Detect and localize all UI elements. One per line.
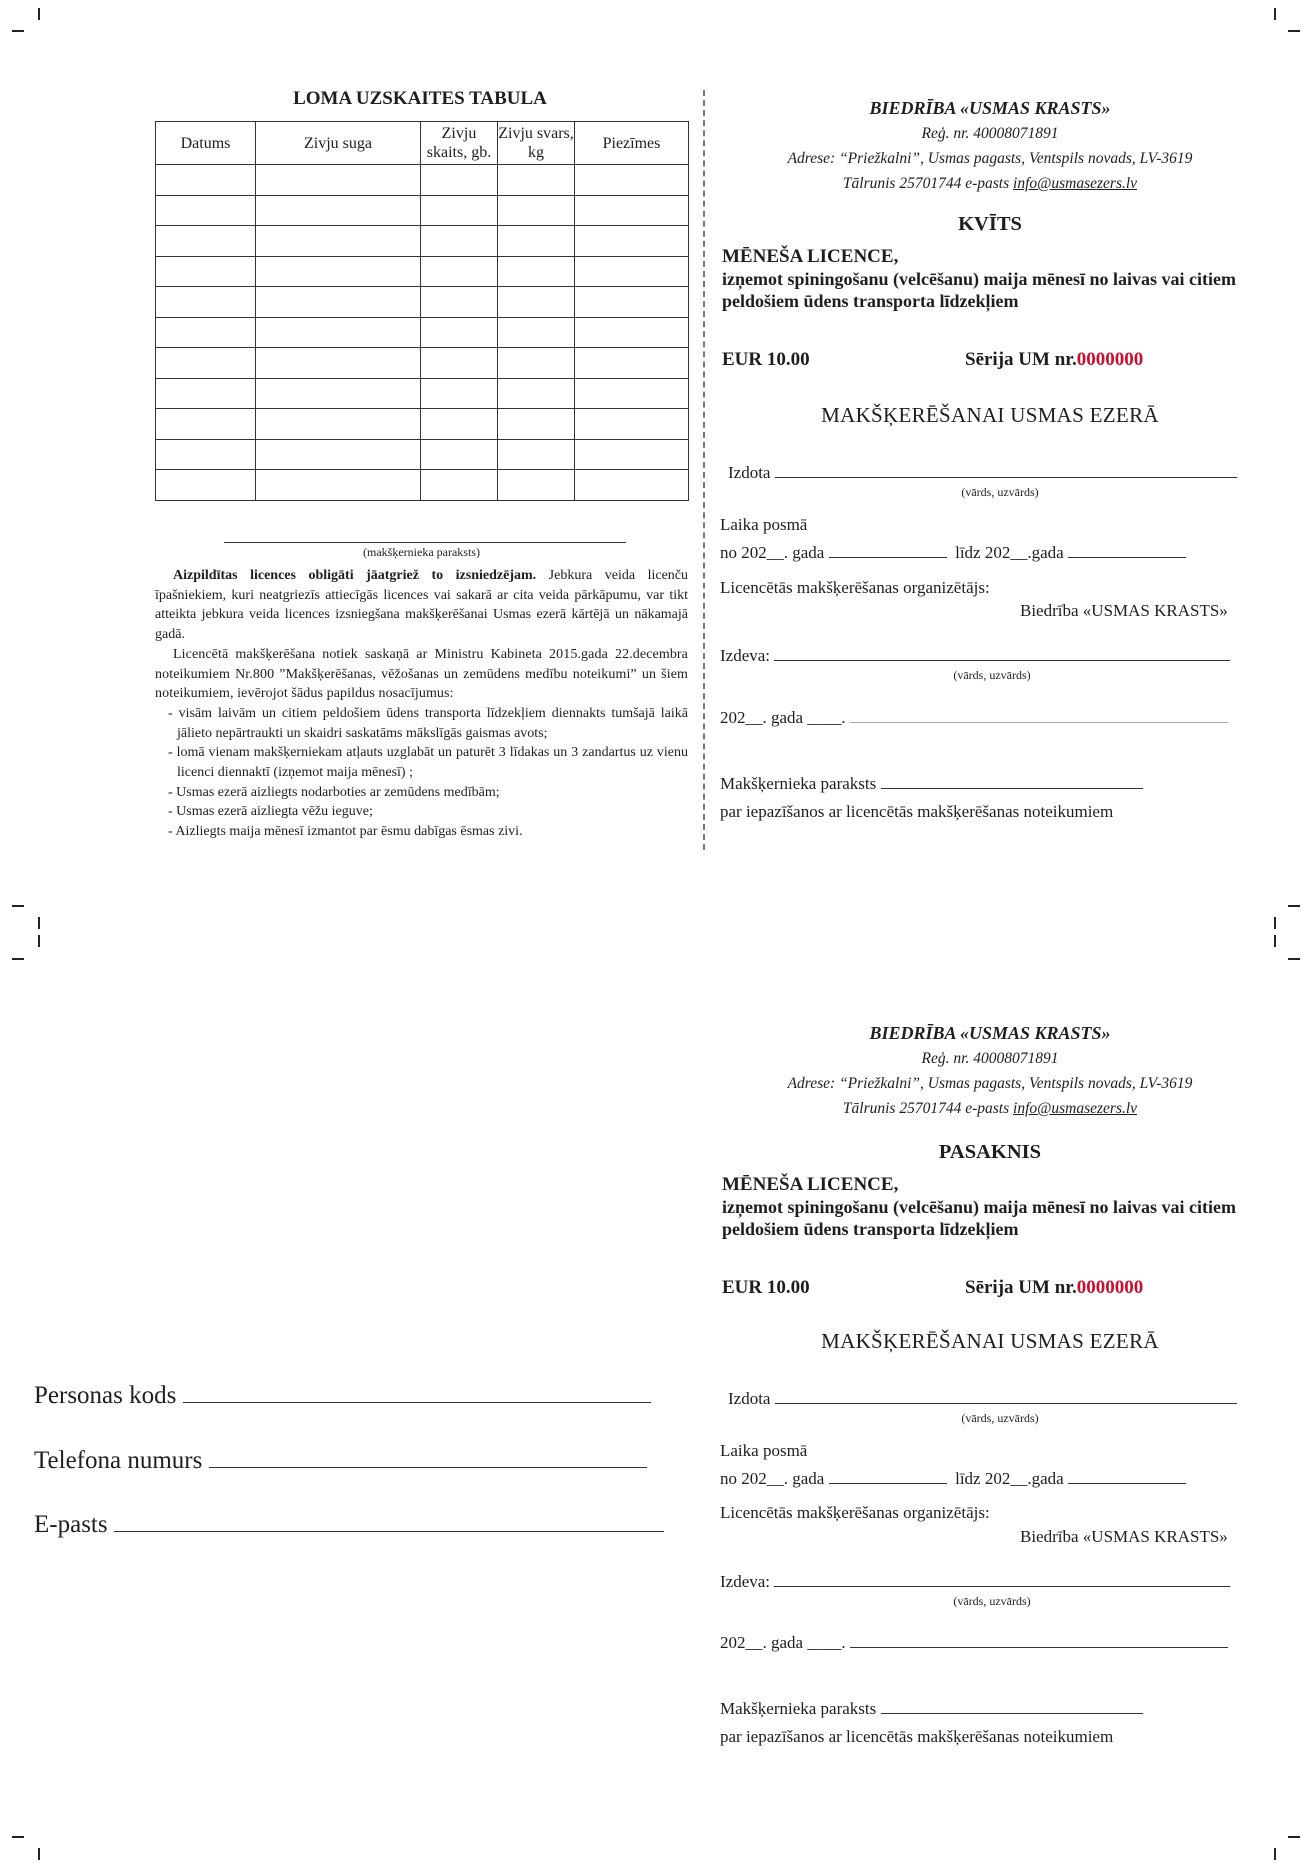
license-type: MĒNEŠA LICENCE,: [722, 246, 899, 267]
acknowledgement: par iepazīšanos ar licencētās makšķerēšanas noteikumiem: [720, 1727, 1114, 1746]
table-cell[interactable]: [498, 409, 575, 440]
issued-to-line[interactable]: [775, 476, 1237, 478]
table-row: [156, 348, 689, 379]
table-row: [156, 226, 689, 257]
table-cell[interactable]: [256, 165, 421, 196]
period-from-line[interactable]: [829, 556, 947, 558]
table-cell[interactable]: [575, 195, 689, 226]
personal-id-field[interactable]: [34, 1382, 651, 1410]
rules-list: [155, 704, 688, 842]
table-cell[interactable]: [256, 439, 421, 470]
crop-mark: [38, 1848, 40, 1860]
angler-signature-line[interactable]: [881, 787, 1143, 789]
table-cell[interactable]: [575, 165, 689, 196]
org-header: [720, 1021, 1260, 1121]
table-cell[interactable]: [575, 378, 689, 409]
org-address: Adrese: “Priežkalni”, Usmas pagasts, Ventspils novads, LV-3619: [787, 150, 1193, 167]
license-restriction: izņemot spiningošanu (velcēšanu) maija mēnesī no laivas vai citiem peldošiem ūdens transporta līdzekļiem: [722, 269, 1236, 311]
issued-by-line[interactable]: [774, 659, 1230, 661]
table-cell[interactable]: [575, 256, 689, 287]
organizer-label: Licencētās makšķerēšanas organizētājs:: [720, 1503, 990, 1522]
date-field[interactable]: [720, 1633, 1228, 1653]
table-cell[interactable]: [256, 348, 421, 379]
signature-caption: (makšķernieka paraksts): [363, 545, 480, 559]
lake-title: MAKŠĶERĒŠANAI USMAS EZERĀ: [821, 1329, 1159, 1353]
table-row: [156, 409, 689, 440]
table-cell[interactable]: [156, 348, 256, 379]
crop-mark: [1274, 8, 1276, 20]
email-label: E-pasts: [34, 1511, 108, 1538]
date-field[interactable]: [720, 708, 1228, 728]
angler-signature-field[interactable]: [720, 774, 1143, 794]
angler-signature-field[interactable]: [720, 1699, 1143, 1719]
table-row: [156, 378, 689, 409]
table-cell[interactable]: [256, 226, 421, 257]
name-caption: (vārds, uzvārds): [961, 1411, 1039, 1425]
table-cell[interactable]: [156, 287, 256, 318]
document-title: PASAKNIS: [938, 1141, 1042, 1163]
table-cell[interactable]: [421, 378, 498, 409]
reg-number: Reģ. nr. 40008071891: [921, 1050, 1059, 1067]
org-contacts: [720, 171, 1260, 196]
table-row: [156, 165, 689, 196]
table-row: [156, 470, 689, 501]
table-row: [156, 195, 689, 226]
table-cell[interactable]: [498, 165, 575, 196]
lake-title: MAKŠĶERĒŠANAI USMAS EZERĀ: [821, 403, 1159, 427]
table-cell[interactable]: [156, 317, 256, 348]
rule-item: - visām laivām un citiem peldošiem ūdens transporta līdzekļiem diennakts tumšajā laikā jālieto nepārtraukti un skaidri saskatāms mākslīgās gaismas avots;: [168, 705, 688, 741]
rule-item: - lomā vienam makšķerniekam atļauts uzglabāt un paturēt 3 līdakas un 3 zandartus uz vienu licenci diennaktī (izņemot maija mēnesī) ;: [168, 745, 688, 781]
table-cell[interactable]: [421, 287, 498, 318]
rule-item: - Usmas ezerā aizliegts nodarboties ar zemūdens medībām;: [168, 784, 500, 800]
rule-item: - Usmas ezerā aizliegta vēžu ieguve;: [168, 804, 373, 820]
price: EUR 10.00: [722, 1277, 810, 1298]
license-title: [722, 1174, 1242, 1240]
issued-to-field[interactable]: [728, 463, 1237, 483]
period-to: līdz 202__.gada: [955, 1469, 1064, 1488]
crop-mark: [38, 935, 40, 947]
table-cell[interactable]: [256, 409, 421, 440]
column-header: Zivju suga: [256, 122, 421, 165]
table-cell[interactable]: [498, 470, 575, 501]
crop-mark: [38, 8, 40, 20]
email-field[interactable]: [34, 1511, 664, 1539]
crop-mark: [1274, 1848, 1276, 1860]
crop-mark: [1274, 917, 1276, 929]
period-from: no 202__. gada: [720, 1469, 825, 1488]
column-header: Piezīmes: [575, 122, 689, 165]
issued-to-label: Izdota: [728, 463, 771, 482]
crop-mark: [38, 917, 40, 929]
crop-mark: [12, 30, 24, 32]
org-contacts: [720, 1096, 1260, 1121]
issued-by-field[interactable]: [720, 1572, 1230, 1592]
table-cell[interactable]: [498, 195, 575, 226]
phone-text: Tālrunis 25701744 e-pasts: [842, 1100, 1014, 1117]
table-cell[interactable]: [156, 409, 256, 440]
document-title: KVĪTS: [958, 213, 1022, 235]
phone-text: Tālrunis 25701744 e-pasts: [842, 175, 1014, 192]
column-header: Zivju skaits, gb.: [421, 122, 498, 165]
org-name: BIEDRĪBA «USMAS KRASTS»: [869, 98, 1111, 118]
personal-id-label: Personas kods: [34, 1382, 177, 1409]
table-cell[interactable]: [575, 226, 689, 257]
period-to: līdz 202__.gada: [955, 543, 1064, 562]
period-from: no 202__. gada: [720, 543, 825, 562]
date-line: 202__. gada ____.: [720, 1633, 846, 1652]
table-cell[interactable]: [575, 287, 689, 318]
table-cell[interactable]: [156, 195, 256, 226]
table-cell[interactable]: [156, 470, 256, 501]
cut-line: [703, 90, 705, 850]
table-cell[interactable]: [421, 165, 498, 196]
table-cell[interactable]: [498, 226, 575, 257]
price: EUR 10.00: [722, 349, 810, 370]
rules-text: [155, 566, 688, 842]
organizer-name: Biedrība «USMAS KRASTS»: [1020, 1527, 1228, 1546]
table-cell[interactable]: [256, 287, 421, 318]
table-cell[interactable]: [498, 317, 575, 348]
crop-mark: [1288, 1836, 1300, 1838]
date-line: 202__. gada ____.: [720, 708, 846, 727]
table-row: [156, 256, 689, 287]
period-to-line[interactable]: [1068, 556, 1186, 558]
angler-signature-label: Makšķernieka paraksts: [720, 1699, 877, 1718]
catch-table: [155, 121, 689, 501]
table-row: [156, 317, 689, 348]
organizer-label: Licencētās makšķerēšanas organizētājs:: [720, 578, 990, 597]
table-cell[interactable]: [256, 195, 421, 226]
table-cell[interactable]: [421, 470, 498, 501]
series: [965, 349, 1143, 371]
table-row: [156, 439, 689, 470]
table-cell[interactable]: [421, 409, 498, 440]
series: [965, 1277, 1143, 1299]
table-cell[interactable]: [156, 256, 256, 287]
issued-by-line[interactable]: [774, 1585, 1230, 1587]
crop-mark: [12, 905, 24, 907]
issued-by-label: Izdeva:: [720, 646, 771, 665]
table-cell[interactable]: [498, 256, 575, 287]
table-cell[interactable]: [421, 348, 498, 379]
table-cell[interactable]: [256, 256, 421, 287]
org-header: [720, 96, 1260, 196]
email-link[interactable]: info@usmasezers.lv: [1013, 175, 1138, 192]
table-cell[interactable]: [421, 317, 498, 348]
date-line-blank[interactable]: [850, 721, 1228, 723]
table-cell[interactable]: [256, 317, 421, 348]
period-label: Laika posmā: [720, 515, 808, 534]
table-cell[interactable]: [498, 287, 575, 318]
personal-id-line[interactable]: [183, 1401, 651, 1403]
period-label: Laika posmā: [720, 1441, 808, 1460]
table-cell[interactable]: [421, 226, 498, 257]
organizer-name: Biedrība «USMAS KRASTS»: [1020, 601, 1228, 620]
series-label: Sērija UM nr.: [965, 349, 1077, 370]
issued-by-field[interactable]: [720, 646, 1230, 666]
series-number: 0000000: [1076, 1277, 1144, 1298]
table-cell[interactable]: [575, 317, 689, 348]
license-restriction: izņemot spiningošanu (velcēšanu) maija mēnesī no laivas vai citiem peldošiem ūdens transporta līdzekļiem: [722, 1197, 1236, 1239]
name-caption: (vārds, uzvārds): [961, 485, 1039, 499]
period-field[interactable]: [720, 543, 1186, 563]
series-number: 0000000: [1076, 349, 1144, 370]
table-cell[interactable]: [575, 439, 689, 470]
table-cell[interactable]: [256, 378, 421, 409]
table-row: [156, 287, 689, 318]
org-name: BIEDRĪBA «USMAS KRASTS»: [869, 1023, 1111, 1043]
period-to-line[interactable]: [1068, 1482, 1186, 1484]
table-cell[interactable]: [421, 195, 498, 226]
reg-number: Reģ. nr. 40008071891: [921, 125, 1059, 142]
issued-to-label: Izdota: [728, 1389, 771, 1408]
license-title: [722, 246, 1242, 312]
acknowledgement: par iepazīšanos ar licencētās makšķerēšanas noteikumiem: [720, 802, 1114, 821]
table-cell[interactable]: [498, 439, 575, 470]
issued-to-field[interactable]: [728, 1389, 1237, 1409]
return-notice-text: Jebkura veida licenču īpašniekiem, kuri neatgriezīs attiecīgās licences vai sakarā ar cita veida pārkāpumu, var tikt atteikta jebkura veida licences izsniegšana makšķerēšanai Usmas ezerā kārtējā un nākamajā gadā.: [155, 568, 688, 643]
rules-intro: Licencētā makšķerēšana notiek saskaņā ar Ministru Kabineta 2015.gada 22.decembra noteikumiem Nr.800 ”Makšķerēšanas, vēžošanas un zemūdens medību noteikumi” un šiem noteikumiem, ievērojot šādus papildus nosacījumus:: [155, 646, 688, 702]
license-type: MĒNEŠA LICENCE,: [722, 1174, 899, 1195]
issued-by-label: Izdeva:: [720, 1572, 771, 1591]
phone-number-field[interactable]: [34, 1447, 647, 1475]
crop-mark: [1288, 905, 1300, 907]
return-notice-bold: Aizpildītas licences obligāti jāatgriež to izsniedzējam.: [173, 568, 537, 583]
table-cell[interactable]: [575, 348, 689, 379]
table-cell[interactable]: [256, 470, 421, 501]
email-link[interactable]: info@usmasezers.lv: [1013, 1100, 1138, 1117]
crop-mark: [1288, 958, 1300, 960]
series-label: Sērija UM nr.: [965, 1277, 1077, 1298]
crop-mark: [1288, 30, 1300, 32]
table-cell[interactable]: [156, 439, 256, 470]
issued-by-caption: (vārds, uzvārds): [953, 1594, 1031, 1608]
catch-table-header: [156, 122, 689, 165]
crop-mark: [12, 958, 24, 960]
angler-signature-label: Makšķernieka paraksts: [720, 774, 877, 793]
table-cell[interactable]: [498, 348, 575, 379]
angler-signature-line[interactable]: [881, 1712, 1143, 1714]
table-cell[interactable]: [421, 439, 498, 470]
period-field[interactable]: [720, 1469, 1186, 1489]
table-cell[interactable]: [156, 165, 256, 196]
email-line[interactable]: [114, 1530, 664, 1532]
table-cell[interactable]: [156, 378, 256, 409]
date-line-blank[interactable]: [850, 1646, 1228, 1648]
issued-to-line[interactable]: [775, 1402, 1237, 1404]
phone-number-line[interactable]: [209, 1466, 647, 1468]
catch-table-title: LOMA UZSKAITES TABULA: [293, 88, 547, 109]
period-from-line[interactable]: [829, 1482, 947, 1484]
table-cell[interactable]: [575, 470, 689, 501]
rule-item: - Aizliegts maija mēnesī izmantot par ēsmu dabīgas ēsmas zivi.: [168, 824, 523, 840]
table-cell[interactable]: [575, 409, 689, 440]
phone-number-label: Telefona numurs: [34, 1447, 203, 1474]
table-cell[interactable]: [498, 378, 575, 409]
crop-mark: [12, 1836, 24, 1838]
column-header: Zivju svars, kg: [498, 122, 575, 165]
table-cell[interactable]: [156, 226, 256, 257]
angler-signature-line[interactable]: [224, 542, 626, 543]
column-header: Datums: [156, 122, 256, 165]
table-cell[interactable]: [421, 256, 498, 287]
issued-by-caption: (vārds, uzvārds): [953, 668, 1031, 682]
return-notice: [155, 566, 688, 645]
org-address: Adrese: “Priežkalni”, Usmas pagasts, Ventspils novads, LV-3619: [787, 1075, 1193, 1092]
crop-mark: [1274, 935, 1276, 947]
